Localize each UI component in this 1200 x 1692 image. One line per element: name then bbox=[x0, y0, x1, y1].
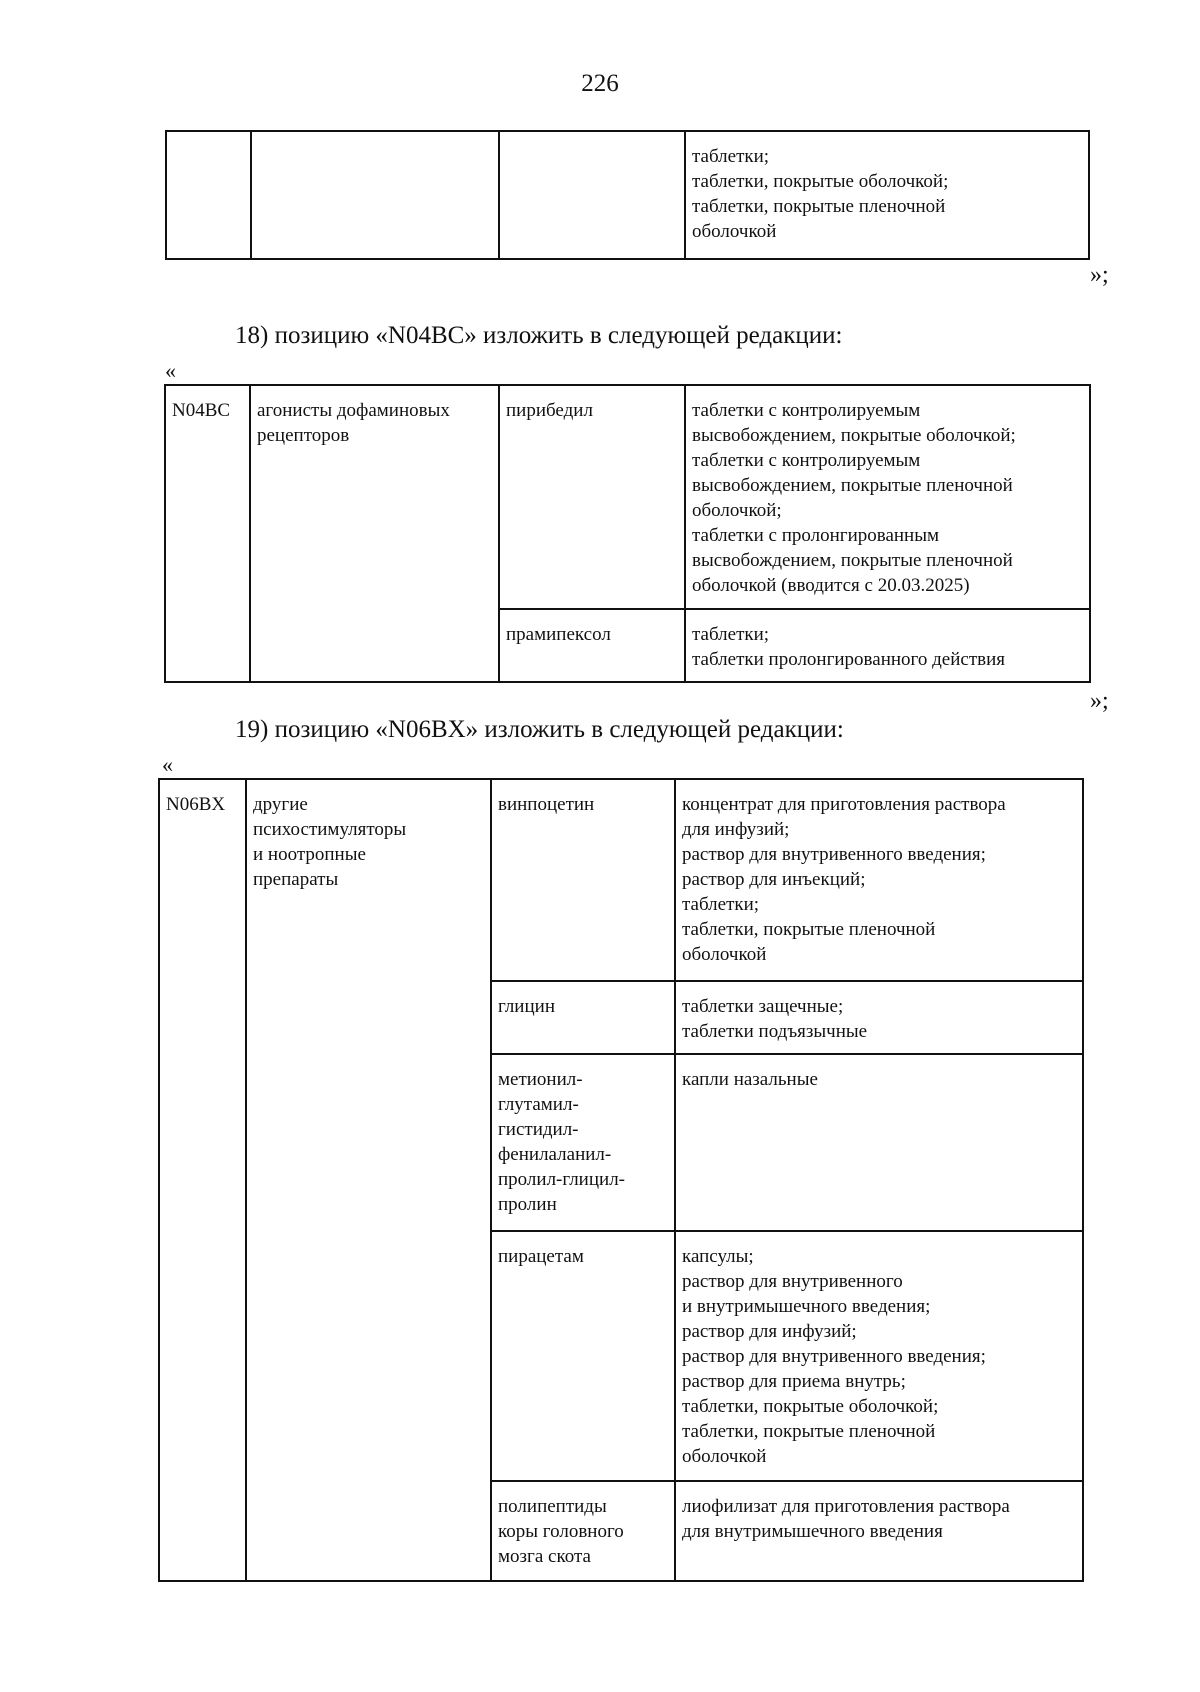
section-18-table bbox=[164, 384, 1091, 683]
group-cell: агонисты дофаминовых рецепторов bbox=[250, 385, 499, 682]
group-cell bbox=[251, 131, 499, 259]
code-cell: N06BX bbox=[159, 779, 246, 1581]
drug-cell: винпоцетин bbox=[491, 779, 675, 981]
forms-cell: лиофилизат для приготовления раствора для внутримышечного введения bbox=[675, 1481, 1083, 1581]
drug-cell: метионил- глутамил- гистидил- фенилаланил- пролил-глицил- пролин bbox=[491, 1054, 675, 1231]
forms-cell: концентрат для приготовления раствора для инфузий; раствор для внутривенного введения; раствор для инъекций; таблетки; таблетки, покрытые пленочной оболочкой bbox=[675, 779, 1083, 981]
forms-cell: капли назальные bbox=[675, 1054, 1083, 1231]
group-cell: другие психостимуляторы и ноотропные препараты bbox=[246, 779, 491, 1581]
forms-cell: капсулы; раствор для внутривенного и внутримышечного введения; раствор для инфузий; раствор для внутривенного введения; раствор для приема внутрь; таблетки, покрытые оболочкой; таблетки, покрытые пленочной оболочкой bbox=[675, 1231, 1083, 1481]
code-cell: N04BC bbox=[165, 385, 250, 682]
section-19-table bbox=[158, 778, 1084, 1582]
table-row bbox=[165, 385, 1090, 609]
drug-cell: глицин bbox=[491, 981, 675, 1054]
forms-cell: таблетки с контролируемым высвобождением, покрытые оболочкой; таблетки с контролируемым высвобождением, покрытые пленочной оболочкой; таблетки с пролонгированным высвобождением, покрытые пленочной оболочкой (вводится с 20.03.2025) bbox=[685, 385, 1090, 609]
forms-cell: таблетки; таблетки пролонгированного действия bbox=[685, 609, 1090, 682]
forms-cell: таблетки защечные; таблетки подъязычные bbox=[675, 981, 1083, 1054]
closing-quote: »; bbox=[1090, 262, 1109, 288]
opening-quote: « bbox=[165, 358, 176, 383]
opening-quote: « bbox=[162, 752, 173, 777]
page-number: 226 bbox=[581, 70, 619, 97]
forms-cell: таблетки; таблетки, покрытые оболочкой; таблетки, покрытые пленочной оболочкой bbox=[685, 131, 1089, 259]
table-row bbox=[166, 131, 1089, 259]
drug-cell: пирибедил bbox=[499, 385, 685, 609]
drug-cell bbox=[499, 131, 685, 259]
section-19-heading: 19) позицию «N06BX» изложить в следующей редакции: bbox=[235, 716, 844, 743]
closing-quote: »; bbox=[1090, 688, 1109, 714]
drug-cell: полипептиды коры головного мозга скота bbox=[491, 1481, 675, 1581]
continuation-table bbox=[165, 130, 1090, 260]
drug-cell: пирацетам bbox=[491, 1231, 675, 1481]
drug-cell: прамипексол bbox=[499, 609, 685, 682]
section-18-heading: 18) позицию «N04BC» изложить в следующей редакции: bbox=[235, 322, 843, 349]
code-cell bbox=[166, 131, 251, 259]
table-row bbox=[159, 779, 1083, 981]
